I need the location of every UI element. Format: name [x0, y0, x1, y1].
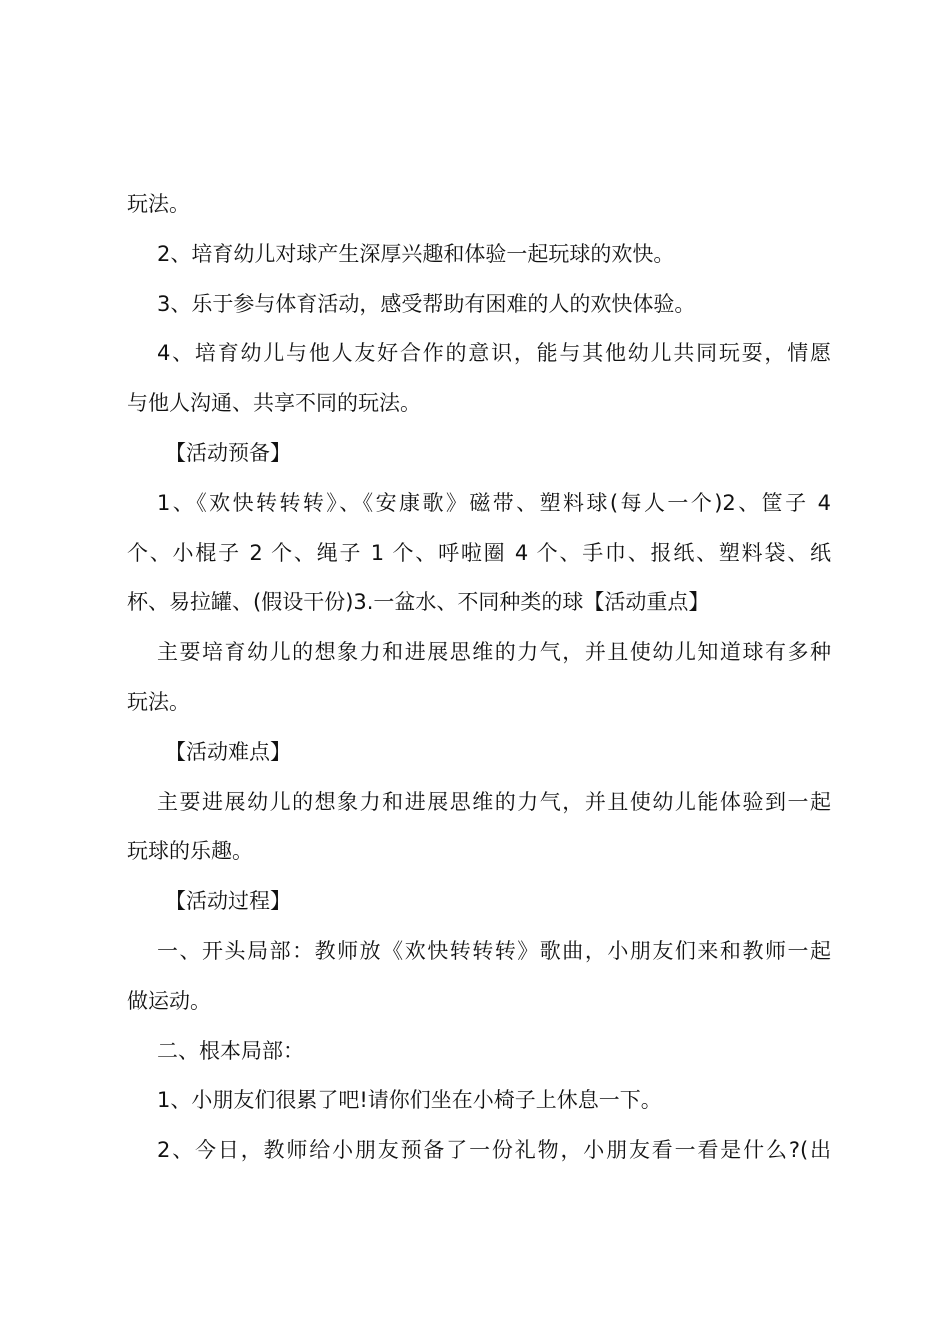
- text-line: 二、根本局部：: [157, 1038, 304, 1063]
- text-line: 个、小棍子 2 个、绳子 1 个、呼啦圈 4 个、手巾、报纸、塑料袋、纸: [127, 540, 831, 565]
- text-line: 主要进展幼儿的想象力和进展思维的力气，并且使幼儿能体验到一起: [157, 789, 831, 814]
- text-line: 4、培育幼儿与他人友好合作的意识，能与其他幼儿共同玩耍，情愿: [157, 341, 831, 366]
- text-line: 与他人沟通、共享不同的玩法。: [127, 391, 421, 416]
- text-line: 杯、易拉罐、(假设干份)3.一盆水、不同种类的球【活动重点】: [127, 590, 710, 615]
- text-line: 1、《欢快转转转》、《安康歌》磁带、塑料球(每人一个)2、筐子 4: [157, 490, 831, 515]
- text-line: 3、乐于参与体育活动，感受帮助有困难的人的欢快体验。: [157, 291, 696, 316]
- text-line: 2、培育幼儿对球产生深厚兴趣和体验一起玩球的欢快。: [157, 241, 675, 266]
- document-page: [127, 180, 831, 1176]
- text-line: 玩法。: [127, 689, 190, 714]
- section-heading: 【活动过程】: [165, 889, 291, 914]
- text-line: 玩球的乐趣。: [127, 839, 253, 864]
- text-line: 1、小朋友们很累了吧!请你们坐在小椅子上休息一下。: [157, 1088, 662, 1113]
- text-line: 做运动。: [127, 988, 211, 1013]
- section-heading: 【活动预备】: [165, 440, 291, 465]
- text-line: 2、今日，教师给小朋友预备了一份礼物，小朋友看一看是什么?(出: [157, 1138, 831, 1163]
- text-line: 玩法。: [127, 192, 190, 216]
- text-line: 主要培育幼儿的想象力和进展思维的力气，并且使幼儿知道球有多种: [157, 640, 831, 665]
- section-heading: 【活动难点】: [165, 739, 291, 764]
- text-line: 一、开头局部：教师放《欢快转转转》歌曲，小朋友们来和教师一起: [157, 938, 831, 963]
